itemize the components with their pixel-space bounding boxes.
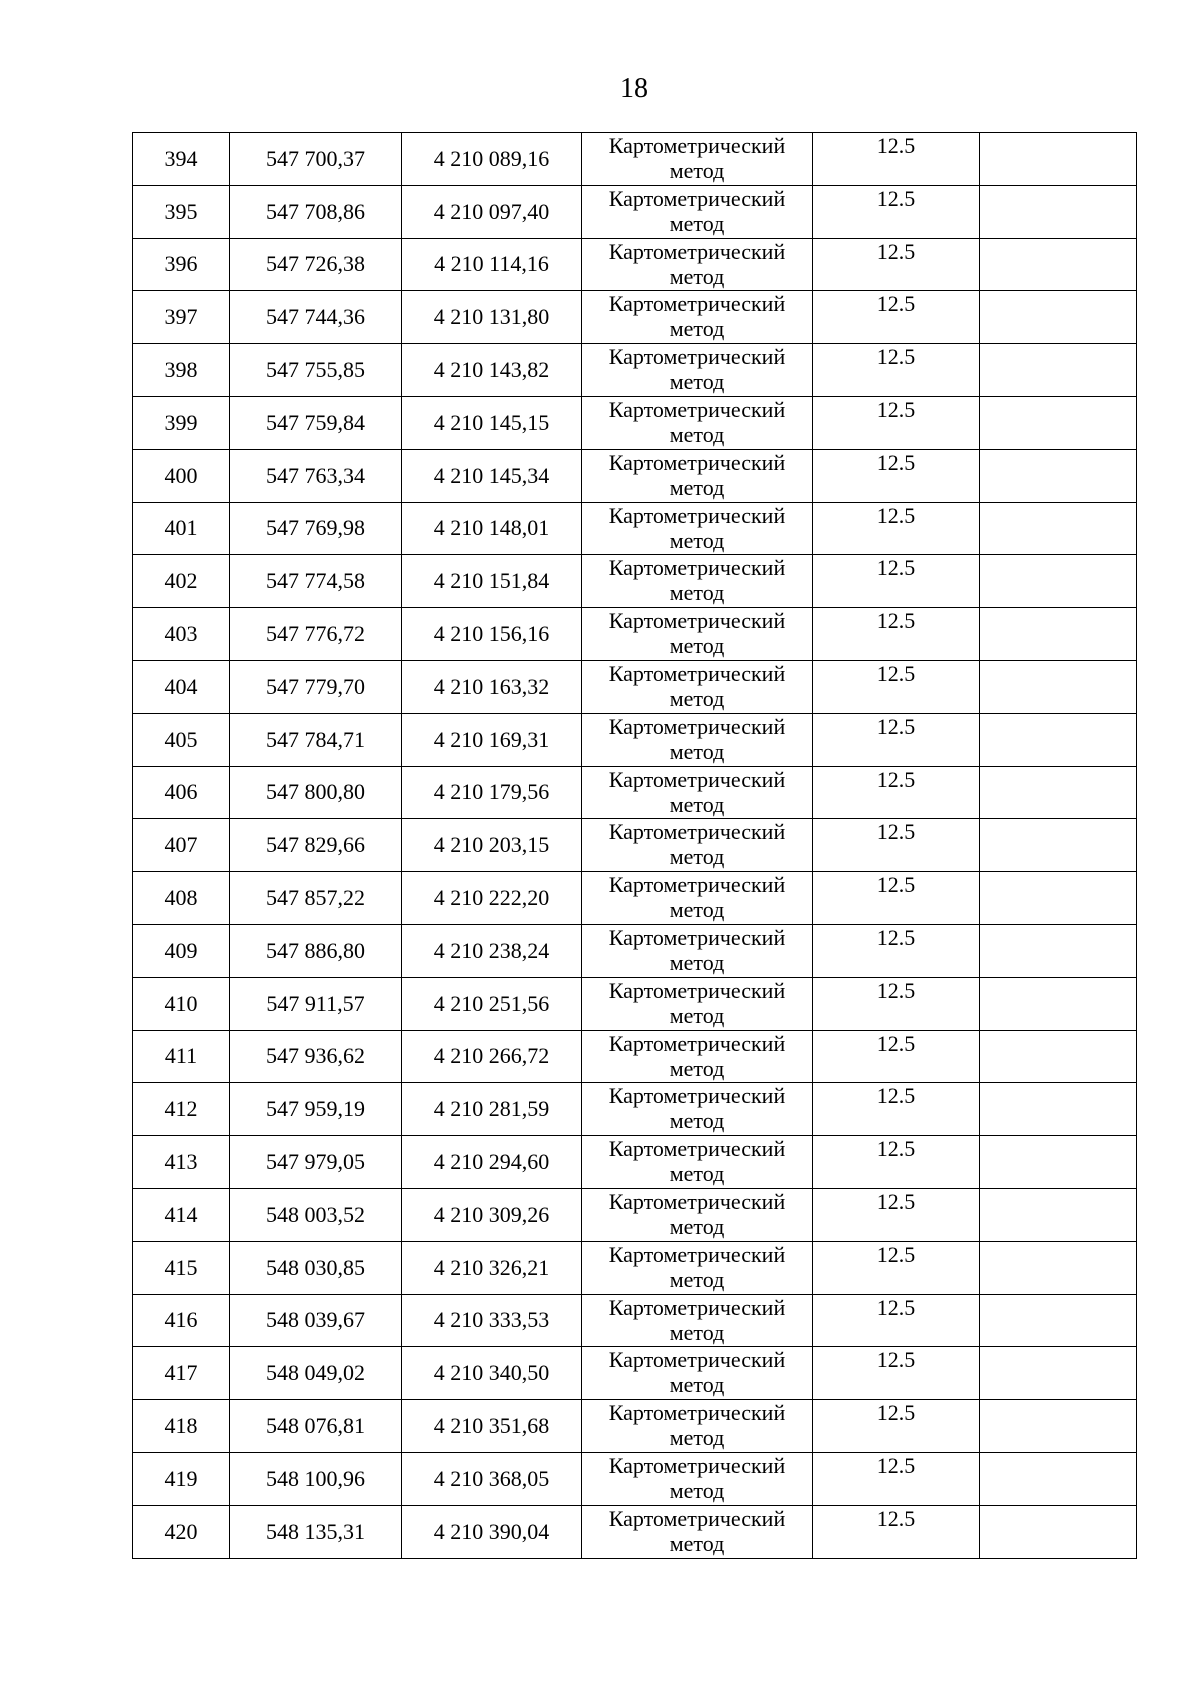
- precision-cell: 12.5: [813, 713, 980, 766]
- point-number-cell: 420: [133, 1505, 230, 1558]
- x-coordinate-cell: 547 759,84: [230, 396, 402, 449]
- note-cell: [980, 291, 1137, 344]
- x-coordinate-cell: 547 959,19: [230, 1083, 402, 1136]
- method-cell: Картометрический метод: [582, 924, 813, 977]
- note-cell: [980, 872, 1137, 925]
- note-cell: [980, 1241, 1137, 1294]
- precision-cell: 12.5: [813, 1030, 980, 1083]
- point-number-cell: 394: [133, 133, 230, 186]
- table-row: [133, 713, 1137, 766]
- precision-cell: 12.5: [813, 872, 980, 925]
- precision-cell: 12.5: [813, 1400, 980, 1453]
- method-cell: Картометрический метод: [582, 608, 813, 661]
- note-cell: [980, 977, 1137, 1030]
- x-coordinate-cell: 547 769,98: [230, 502, 402, 555]
- method-cell: Картометрический метод: [582, 1347, 813, 1400]
- point-number-cell: 403: [133, 608, 230, 661]
- note-cell: [980, 449, 1137, 502]
- method-cell: Картометрический метод: [582, 449, 813, 502]
- point-number-cell: 418: [133, 1400, 230, 1453]
- precision-cell: 12.5: [813, 449, 980, 502]
- point-number-cell: 399: [133, 396, 230, 449]
- method-cell: Картометрический метод: [582, 238, 813, 291]
- y-coordinate-cell: 4 210 179,56: [402, 766, 582, 819]
- y-coordinate-cell: 4 210 222,20: [402, 872, 582, 925]
- precision-cell: 12.5: [813, 1241, 980, 1294]
- precision-cell: 12.5: [813, 1136, 980, 1189]
- note-cell: [980, 1188, 1137, 1241]
- point-number-cell: 415: [133, 1241, 230, 1294]
- y-coordinate-cell: 4 210 368,05: [402, 1452, 582, 1505]
- x-coordinate-cell: 547 763,34: [230, 449, 402, 502]
- y-coordinate-cell: 4 210 143,82: [402, 344, 582, 397]
- method-cell: Картометрический метод: [582, 133, 813, 186]
- y-coordinate-cell: 4 210 151,84: [402, 555, 582, 608]
- precision-cell: 12.5: [813, 185, 980, 238]
- note-cell: [980, 766, 1137, 819]
- precision-cell: 12.5: [813, 924, 980, 977]
- y-coordinate-cell: 4 210 145,15: [402, 396, 582, 449]
- method-cell: Картометрический метод: [582, 713, 813, 766]
- x-coordinate-cell: 547 779,70: [230, 660, 402, 713]
- method-cell: Картометрический метод: [582, 1294, 813, 1347]
- table-row: [133, 133, 1137, 186]
- precision-cell: 12.5: [813, 1347, 980, 1400]
- table-row: [133, 977, 1137, 1030]
- table-row: [133, 608, 1137, 661]
- method-cell: Картометрический метод: [582, 766, 813, 819]
- note-cell: [980, 608, 1137, 661]
- method-cell: Картометрический метод: [582, 1030, 813, 1083]
- x-coordinate-cell: 548 039,67: [230, 1294, 402, 1347]
- y-coordinate-cell: 4 210 390,04: [402, 1505, 582, 1558]
- x-coordinate-cell: 547 784,71: [230, 713, 402, 766]
- note-cell: [980, 660, 1137, 713]
- note-cell: [980, 713, 1137, 766]
- precision-cell: 12.5: [813, 660, 980, 713]
- method-cell: Картометрический метод: [582, 344, 813, 397]
- method-cell: Картометрический метод: [582, 1136, 813, 1189]
- x-coordinate-cell: 548 049,02: [230, 1347, 402, 1400]
- x-coordinate-cell: 547 979,05: [230, 1136, 402, 1189]
- point-number-cell: 407: [133, 819, 230, 872]
- note-cell: [980, 1505, 1137, 1558]
- table-row: [133, 819, 1137, 872]
- point-number-cell: 402: [133, 555, 230, 608]
- precision-cell: 12.5: [813, 555, 980, 608]
- y-coordinate-cell: 4 210 163,32: [402, 660, 582, 713]
- table-row: [133, 1400, 1137, 1453]
- method-cell: Картометрический метод: [582, 977, 813, 1030]
- point-number-cell: 406: [133, 766, 230, 819]
- coordinates-table-body: [133, 133, 1137, 1559]
- point-number-cell: 397: [133, 291, 230, 344]
- y-coordinate-cell: 4 210 169,31: [402, 713, 582, 766]
- note-cell: [980, 1030, 1137, 1083]
- table-row: [133, 449, 1137, 502]
- table-row: [133, 660, 1137, 713]
- point-number-cell: 413: [133, 1136, 230, 1189]
- point-number-cell: 416: [133, 1294, 230, 1347]
- note-cell: [980, 924, 1137, 977]
- precision-cell: 12.5: [813, 344, 980, 397]
- table-row: [133, 1294, 1137, 1347]
- precision-cell: 12.5: [813, 133, 980, 186]
- method-cell: Картометрический метод: [582, 1452, 813, 1505]
- x-coordinate-cell: 547 755,85: [230, 344, 402, 397]
- x-coordinate-cell: 547 700,37: [230, 133, 402, 186]
- x-coordinate-cell: 547 774,58: [230, 555, 402, 608]
- point-number-cell: 405: [133, 713, 230, 766]
- note-cell: [980, 133, 1137, 186]
- table-row: [133, 1030, 1137, 1083]
- precision-cell: 12.5: [813, 608, 980, 661]
- table-row: [133, 1347, 1137, 1400]
- table-row: [133, 185, 1137, 238]
- method-cell: Картометрический метод: [582, 819, 813, 872]
- method-cell: Картометрический метод: [582, 1400, 813, 1453]
- x-coordinate-cell: 547 857,22: [230, 872, 402, 925]
- x-coordinate-cell: 547 936,62: [230, 1030, 402, 1083]
- precision-cell: 12.5: [813, 238, 980, 291]
- y-coordinate-cell: 4 210 281,59: [402, 1083, 582, 1136]
- note-cell: [980, 1294, 1137, 1347]
- precision-cell: 12.5: [813, 396, 980, 449]
- y-coordinate-cell: 4 210 089,16: [402, 133, 582, 186]
- y-coordinate-cell: 4 210 340,50: [402, 1347, 582, 1400]
- coordinates-table: [132, 132, 1137, 1559]
- x-coordinate-cell: 548 100,96: [230, 1452, 402, 1505]
- precision-cell: 12.5: [813, 766, 980, 819]
- x-coordinate-cell: 548 076,81: [230, 1400, 402, 1453]
- point-number-cell: 419: [133, 1452, 230, 1505]
- point-number-cell: 395: [133, 185, 230, 238]
- table-row: [133, 555, 1137, 608]
- precision-cell: 12.5: [813, 291, 980, 344]
- note-cell: [980, 1347, 1137, 1400]
- method-cell: Картометрический метод: [582, 555, 813, 608]
- point-number-cell: 396: [133, 238, 230, 291]
- point-number-cell: 409: [133, 924, 230, 977]
- table-row: [133, 396, 1137, 449]
- method-cell: Картометрический метод: [582, 872, 813, 925]
- x-coordinate-cell: 547 726,38: [230, 238, 402, 291]
- x-coordinate-cell: 547 776,72: [230, 608, 402, 661]
- y-coordinate-cell: 4 210 203,15: [402, 819, 582, 872]
- x-coordinate-cell: 548 135,31: [230, 1505, 402, 1558]
- point-number-cell: 408: [133, 872, 230, 925]
- y-coordinate-cell: 4 210 145,34: [402, 449, 582, 502]
- x-coordinate-cell: 547 800,80: [230, 766, 402, 819]
- method-cell: Картометрический метод: [582, 1241, 813, 1294]
- table-row: [133, 238, 1137, 291]
- method-cell: Картометрический метод: [582, 1188, 813, 1241]
- table-row: [133, 766, 1137, 819]
- table-row: [133, 1505, 1137, 1558]
- precision-cell: 12.5: [813, 1083, 980, 1136]
- precision-cell: 12.5: [813, 1505, 980, 1558]
- page-number: 18: [620, 73, 648, 104]
- point-number-cell: 412: [133, 1083, 230, 1136]
- point-number-cell: 414: [133, 1188, 230, 1241]
- note-cell: [980, 238, 1137, 291]
- x-coordinate-cell: 547 708,86: [230, 185, 402, 238]
- y-coordinate-cell: 4 210 266,72: [402, 1030, 582, 1083]
- note-cell: [980, 819, 1137, 872]
- precision-cell: 12.5: [813, 1188, 980, 1241]
- x-coordinate-cell: 548 003,52: [230, 1188, 402, 1241]
- precision-cell: 12.5: [813, 502, 980, 555]
- table-row: [133, 1188, 1137, 1241]
- y-coordinate-cell: 4 210 351,68: [402, 1400, 582, 1453]
- method-cell: Картометрический метод: [582, 396, 813, 449]
- table-row: [133, 291, 1137, 344]
- method-cell: Картометрический метод: [582, 291, 813, 344]
- note-cell: [980, 1136, 1137, 1189]
- note-cell: [980, 1452, 1137, 1505]
- precision-cell: 12.5: [813, 819, 980, 872]
- x-coordinate-cell: 547 744,36: [230, 291, 402, 344]
- note-cell: [980, 344, 1137, 397]
- y-coordinate-cell: 4 210 326,21: [402, 1241, 582, 1294]
- precision-cell: 12.5: [813, 1294, 980, 1347]
- y-coordinate-cell: 4 210 238,24: [402, 924, 582, 977]
- precision-cell: 12.5: [813, 1452, 980, 1505]
- y-coordinate-cell: 4 210 333,53: [402, 1294, 582, 1347]
- y-coordinate-cell: 4 210 097,40: [402, 185, 582, 238]
- y-coordinate-cell: 4 210 251,56: [402, 977, 582, 1030]
- x-coordinate-cell: 548 030,85: [230, 1241, 402, 1294]
- note-cell: [980, 1400, 1137, 1453]
- point-number-cell: 401: [133, 502, 230, 555]
- y-coordinate-cell: 4 210 148,01: [402, 502, 582, 555]
- table-row: [133, 502, 1137, 555]
- x-coordinate-cell: 547 886,80: [230, 924, 402, 977]
- y-coordinate-cell: 4 210 156,16: [402, 608, 582, 661]
- note-cell: [980, 555, 1137, 608]
- table-row: [133, 924, 1137, 977]
- y-coordinate-cell: 4 210 309,26: [402, 1188, 582, 1241]
- table-row: [133, 344, 1137, 397]
- method-cell: Картометрический метод: [582, 502, 813, 555]
- note-cell: [980, 185, 1137, 238]
- method-cell: Картометрический метод: [582, 660, 813, 713]
- table-row: [133, 872, 1137, 925]
- table-row: [133, 1083, 1137, 1136]
- table-row: [133, 1452, 1137, 1505]
- point-number-cell: 400: [133, 449, 230, 502]
- precision-cell: 12.5: [813, 977, 980, 1030]
- method-cell: Картометрический метод: [582, 1505, 813, 1558]
- note-cell: [980, 396, 1137, 449]
- point-number-cell: 411: [133, 1030, 230, 1083]
- x-coordinate-cell: 547 829,66: [230, 819, 402, 872]
- note-cell: [980, 1083, 1137, 1136]
- y-coordinate-cell: 4 210 114,16: [402, 238, 582, 291]
- point-number-cell: 417: [133, 1347, 230, 1400]
- y-coordinate-cell: 4 210 131,80: [402, 291, 582, 344]
- x-coordinate-cell: 547 911,57: [230, 977, 402, 1030]
- note-cell: [980, 502, 1137, 555]
- table-row: [133, 1241, 1137, 1294]
- point-number-cell: 404: [133, 660, 230, 713]
- point-number-cell: 398: [133, 344, 230, 397]
- method-cell: Картометрический метод: [582, 185, 813, 238]
- point-number-cell: 410: [133, 977, 230, 1030]
- table-row: [133, 1136, 1137, 1189]
- y-coordinate-cell: 4 210 294,60: [402, 1136, 582, 1189]
- method-cell: Картометрический метод: [582, 1083, 813, 1136]
